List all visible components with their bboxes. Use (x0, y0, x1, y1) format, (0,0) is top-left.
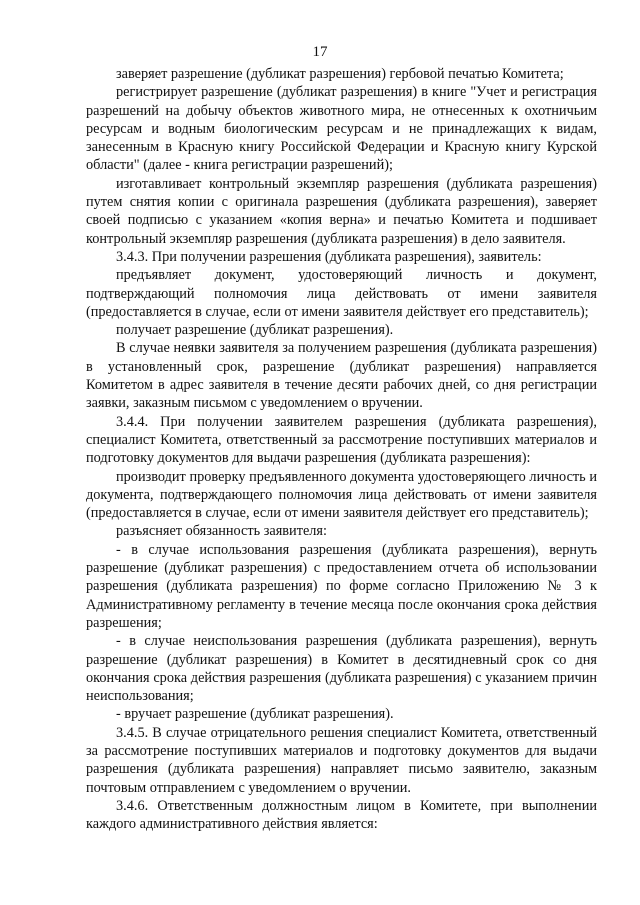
paragraph-control-copy: изготавливает контрольный экземпляр разрешения (дубликата разрешения) путем снятия копии с оригинала разрешения (дубликата разрешения), заверяет своей подписью с указанием «копия верна» и печатью Комитета и подшивает контрольный экземпляр разрешения (дубликата разрешения) в дело заявителя. (86, 175, 597, 247)
paragraph-3-4-3: 3.4.3. При получении разрешения (дубликата разрешения), заявитель: (116, 248, 542, 265)
paragraph-non-appearance: В случае неявки заявителя за получением разрешения (дубликата разрешения) в установленный срок, разрешение (дубликат разрешения) направляется Комитетом в адрес заявителя в течение десяти рабочих дней, со дня регистрации заявки, заказным письмом с уведомлением о вручении. (86, 340, 597, 412)
paragraph-explain-obligation: разъясняет обязанность заявителя: (116, 523, 327, 540)
paragraph-receive-permit: получает разрешение (дубликат разрешения). (116, 322, 394, 339)
paragraph-present-documents: предъявляет документ, удостоверяющий личность и документ, подтверждающий полномочия лица действовать от имени заявителя (предоставляется в случае, если от имени заявителя действует его представитель); (86, 267, 597, 320)
paragraph-seal: заверяет разрешение (дубликат разрешения) гербовой печатью Комитета; (116, 66, 564, 82)
paragraph-3-4-4: 3.4.4. При получении заявителем разрешения (дубликата разрешения), специалист Комитета, ответственный за рассмотрение поступивших материалов и подготовку документов для выдачи разрешения (дубликата разрешения): (86, 413, 597, 467)
document-body (86, 65, 597, 833)
page-number: 17 (312, 44, 328, 60)
list-item-used-permit: - в случае использования разрешения (дубликата разрешения), вернуть разрешение (дубликат разрешения) с предоставлением отчета об использовании разрешения (дубликата разрешения) по форме согласно Приложению № 3 к Административному регламенту в течение месяца после окончания срока действия разрешения; (86, 541, 597, 631)
list-item-hand-over: - вручает разрешение (дубликат разрешения). (116, 706, 394, 723)
paragraph-3-4-5: 3.4.5. В случае отрицательного решения специалист Комитета, ответственный за рассмотрение поступивших материалов и подготовку документов для выдачи разрешения (дубликата разрешения) направляет письмо заявителю, заказным почтовым отправлением с уведомлением о вручении. (86, 724, 597, 796)
paragraph-verify-identity: производит проверку предъявленного документа удостоверяющего личность и документа, подтверждающего полномочия лица действовать от имени заявителя (предоставляется в случае, если от имени заявителя действует его представитель); (86, 468, 597, 522)
paragraph-register: регистрирует разрешение (дубликат разрешения) в книге "Учет и регистрация разрешений на добычу объектов животного мира, не отнесенных к охотничьим ресурсам и водным биологическим ресурсам и не принадлежащих к видам, занесенным в Красную книгу Российской Федерации и Красную книгу Курской области" (далее - книга регистрации разрешений); (86, 84, 597, 174)
list-item-unused-permit: - в случае неиспользования разрешения (дубликата разрешения), вернуть разрешение (дубликат разрешения) в Комитет в десятидневный срок со дня окончания срока действия разрешения (дубликата разрешения) с указанием причин неиспользования; (86, 633, 597, 705)
paragraph-3-4-6: 3.4.6. Ответственным должностным лицом в Комитете, при выполнении каждого административного действия является: (86, 797, 597, 833)
